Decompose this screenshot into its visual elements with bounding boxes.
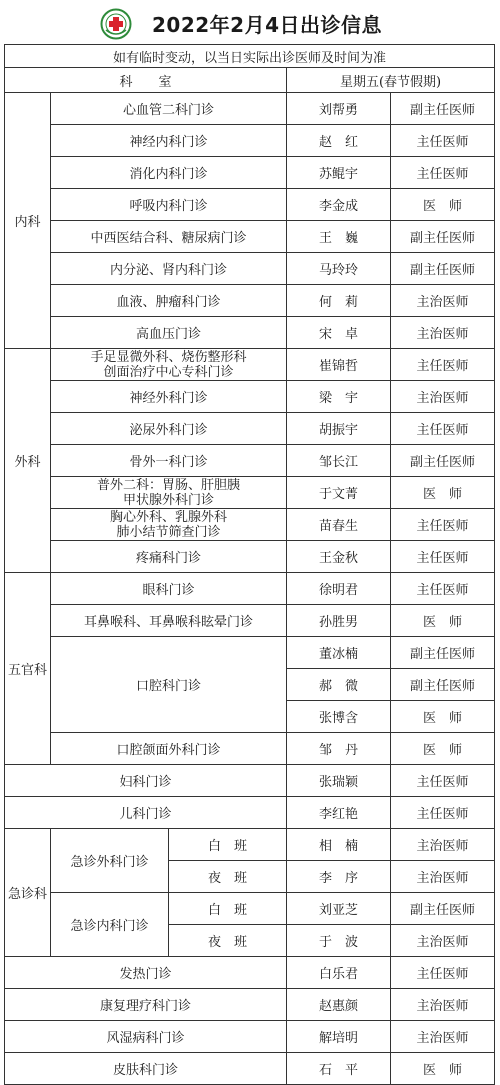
doctor-cell: 白乐君 (287, 957, 391, 989)
shift-cell: 夜 班 (169, 861, 287, 893)
doctor-cell: 赵 红 (287, 125, 391, 157)
dept-cell (51, 509, 287, 541)
doctor-cell: 相 楠 (287, 829, 391, 861)
table-row (5, 765, 495, 797)
shift-cell: 白 班 (169, 829, 287, 861)
title-cell: 主任医师 (391, 765, 495, 797)
doctor-cell: 石 平 (287, 1053, 391, 1085)
doctor-cell: 张博含 (287, 701, 391, 733)
dept-cell: 血液、肿瘤科门诊 (51, 285, 287, 317)
table-row (5, 285, 495, 317)
doctor-cell: 刘亚芝 (287, 893, 391, 925)
title-cell: 主任医师 (391, 125, 495, 157)
doctor-cell: 郝 微 (287, 669, 391, 701)
dept-cell: 呼吸内科门诊 (51, 189, 287, 221)
title-cell: 主任医师 (391, 573, 495, 605)
dept-cell: 妇科门诊 (5, 765, 287, 797)
dept-cell: 急诊内科门诊 (51, 893, 169, 957)
dept-cell: 风湿病科门诊 (5, 1021, 287, 1053)
dept-cell: 疼痛科门诊 (51, 541, 287, 573)
title-cell: 医 师 (391, 701, 495, 733)
dept-cell: 骨外一科门诊 (51, 445, 287, 477)
title-cell: 医 师 (391, 733, 495, 765)
dept-line-2: 肺小结节筛查门诊 (116, 524, 221, 540)
title-cell: 主治医师 (391, 285, 495, 317)
title-cell: 主任医师 (391, 509, 495, 541)
group-label-internal: 内科 (5, 93, 51, 349)
dept-cell (51, 349, 287, 381)
hospital-logo-icon (100, 8, 132, 40)
doctor-cell: 王金秋 (287, 541, 391, 573)
group-label-facial: 五官科 (5, 573, 51, 765)
doctor-cell: 于文菁 (287, 477, 391, 509)
title-cell: 副主任医师 (391, 445, 495, 477)
title-cell: 主治医师 (391, 1021, 495, 1053)
doctor-cell: 宋 卓 (287, 317, 391, 349)
doctor-cell: 邹 丹 (287, 733, 391, 765)
dept-cell: 泌尿外科门诊 (51, 413, 287, 445)
dept-cell: 急诊外科门诊 (51, 829, 169, 893)
title-cell: 主任医师 (391, 349, 495, 381)
table-row (5, 413, 495, 445)
dept-cell: 口腔科门诊 (51, 637, 287, 733)
shift-cell: 白 班 (169, 893, 287, 925)
title-cell: 医 师 (391, 1053, 495, 1085)
dept-line-1: 普外二科：胃肠、肝胆胰 (96, 477, 240, 493)
dept-cell: 消化内科门诊 (51, 157, 287, 189)
dept-cell: 康复理疗科门诊 (5, 989, 287, 1021)
doctor-cell: 李金成 (287, 189, 391, 221)
title-cell: 医 师 (391, 189, 495, 221)
title-cell: 副主任医师 (391, 669, 495, 701)
table-row (5, 93, 495, 125)
doctor-cell: 苗春生 (287, 509, 391, 541)
title-cell: 主治医师 (391, 989, 495, 1021)
doctor-cell: 徐明君 (287, 573, 391, 605)
dept-cell (51, 477, 287, 509)
doctor-cell: 董冰楠 (287, 637, 391, 669)
doctor-cell: 刘帮勇 (287, 93, 391, 125)
table-row (5, 637, 495, 669)
doctor-cell: 何 莉 (287, 285, 391, 317)
group-label-emergency: 急诊科 (5, 829, 51, 957)
table-row (5, 157, 495, 189)
table-row (5, 381, 495, 413)
title-cell: 主治医师 (391, 861, 495, 893)
title-cell: 医 师 (391, 477, 495, 509)
table-row (5, 733, 495, 765)
table-row (5, 957, 495, 989)
dept-cell: 儿科门诊 (5, 797, 287, 829)
dept-cell: 内分泌、肾内科门诊 (51, 253, 287, 285)
table-row (5, 221, 495, 253)
title-cell: 副主任医师 (391, 253, 495, 285)
dept-cell: 心血管二科门诊 (51, 93, 287, 125)
table-row (5, 1053, 495, 1085)
header-day: 星期五(春节假期) (287, 68, 495, 93)
doctor-cell: 李红艳 (287, 797, 391, 829)
dept-line-2: 创面治疗中心专科门诊 (103, 364, 234, 380)
doctor-cell: 梁 宇 (287, 381, 391, 413)
table-row (5, 477, 495, 509)
table-row (5, 253, 495, 285)
notice-text: 如有临时变动，以当日实际出诊医师及时间为准 (5, 45, 495, 68)
dept-cell: 神经外科门诊 (51, 381, 287, 413)
dept-line-2: 甲状腺外科门诊 (122, 492, 214, 508)
page-title: 2022年2月4日出诊信息 (152, 12, 382, 37)
title-cell: 主任医师 (391, 797, 495, 829)
table-row (5, 797, 495, 829)
title-bar (4, 4, 494, 42)
title-cell: 副主任医师 (391, 893, 495, 925)
title-cell: 主任医师 (391, 541, 495, 573)
table-row (5, 573, 495, 605)
table-row (5, 989, 495, 1021)
doctor-cell: 解培明 (287, 1021, 391, 1053)
doctor-cell: 张瑞颖 (287, 765, 391, 797)
dept-cell: 神经内科门诊 (51, 125, 287, 157)
doctor-cell: 于 波 (287, 925, 391, 957)
table-row (5, 893, 495, 925)
title-cell: 主治医师 (391, 317, 495, 349)
table-row (5, 1021, 495, 1053)
table-row (5, 317, 495, 349)
title-cell: 主任医师 (391, 413, 495, 445)
schedule-table (4, 44, 495, 1085)
doctor-cell: 李 序 (287, 861, 391, 893)
doctor-cell: 崔锦哲 (287, 349, 391, 381)
dept-line-1: 胸心外科、乳腺外科 (109, 509, 227, 525)
doctor-cell: 苏鲲宇 (287, 157, 391, 189)
table-row (5, 445, 495, 477)
table-row (5, 541, 495, 573)
dept-cell: 口腔颌面外科门诊 (51, 733, 287, 765)
title-cell: 副主任医师 (391, 637, 495, 669)
dept-line-1: 手足显微外科、烧伤整形科 (90, 349, 247, 365)
dept-cell: 高血压门诊 (51, 317, 287, 349)
title-cell: 副主任医师 (391, 221, 495, 253)
dept-cell: 中西医结合科、糖尿病门诊 (51, 221, 287, 253)
title-cell: 副主任医师 (391, 93, 495, 125)
doctor-cell: 王 巍 (287, 221, 391, 253)
doctor-cell: 邹长江 (287, 445, 391, 477)
doctor-cell: 赵惠颜 (287, 989, 391, 1021)
shift-cell: 夜 班 (169, 925, 287, 957)
title-cell: 医 师 (391, 605, 495, 637)
dept-cell: 眼科门诊 (51, 573, 287, 605)
table-row (5, 829, 495, 861)
group-label-surgery: 外科 (5, 349, 51, 573)
title-cell: 主治医师 (391, 829, 495, 861)
doctor-cell: 孙胜男 (287, 605, 391, 637)
dept-cell: 皮肤科门诊 (5, 1053, 287, 1085)
title-cell: 主任医师 (391, 157, 495, 189)
dept-cell: 发热门诊 (5, 957, 287, 989)
doctor-cell: 胡振宇 (287, 413, 391, 445)
table-row (5, 189, 495, 221)
title-cell: 主治医师 (391, 925, 495, 957)
dept-cell: 耳鼻喉科、耳鼻喉科眩晕门诊 (51, 605, 287, 637)
title-cell: 主治医师 (391, 381, 495, 413)
table-row (5, 509, 495, 541)
table-row (5, 605, 495, 637)
title-cell: 主任医师 (391, 957, 495, 989)
header-dept: 科 室 (5, 68, 287, 93)
table-row (5, 125, 495, 157)
table-row (5, 349, 495, 381)
doctor-cell: 马玲玲 (287, 253, 391, 285)
